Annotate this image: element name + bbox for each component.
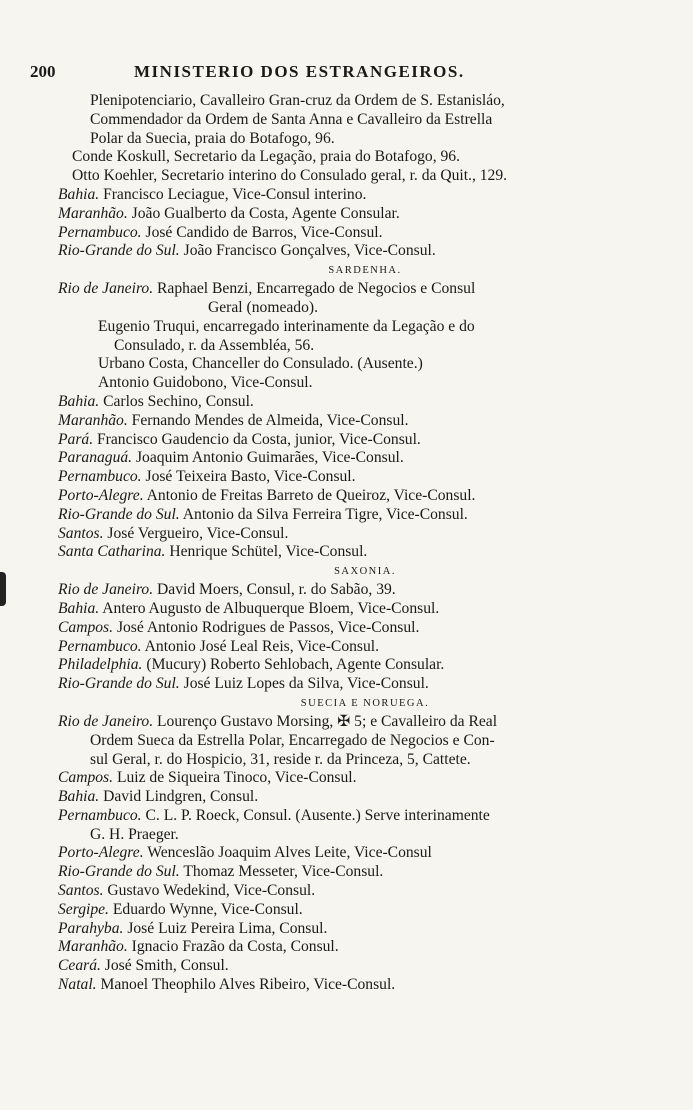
place-name: Porto-Alegre. [58, 844, 144, 862]
intro-line: Otto Koehler, Secretario interino do Consulado geral, r. da Quit., 129. [72, 167, 508, 185]
entry-text: Gustavo Wedekind, Vice-Consul. [107, 882, 316, 900]
entry-text: Manoel Theophilo Alves Ribeiro, Vice-Consul. [100, 976, 396, 994]
place-name: Rio-Grande do Sul. [58, 505, 180, 523]
place-name: Rio de Janeiro. [58, 581, 154, 599]
place-name: Porto-Alegre. [58, 486, 144, 504]
entry-text: Eugenio Truqui, encarregado interinamente da Legação e do [98, 317, 475, 335]
list-item [58, 393, 632, 412]
place-name: Santos. [58, 524, 104, 542]
place-name: Maranhão. [58, 411, 128, 429]
place-name: Maranhão. [58, 204, 128, 222]
list-item [58, 449, 632, 468]
entry-continuation: Geral (nomeado). [208, 298, 318, 316]
list-item [58, 638, 632, 657]
list-item [58, 920, 632, 939]
entry-text: Thomaz Messeter, Vice-Consul. [183, 863, 384, 881]
list-item [58, 788, 632, 807]
entry-text: Antonio Guidobono, Vice-Consul. [98, 374, 313, 392]
entry-text: (Mucury) Roberto Sehlobach, Agente Consular. [146, 656, 445, 674]
entry-text: Lourenço Gustavo Morsing, ✠ 5; e Cavalleiro da Real [157, 712, 498, 730]
place-name: Sergipe. [58, 900, 109, 918]
entry-text: José Teixeira Basto, Vice-Consul. [145, 468, 356, 486]
entry-text: Francisco Leciague, Vice-Consul interino. [103, 185, 367, 203]
place-name: Pará. [58, 430, 94, 448]
place-name: Philadelphia. [58, 656, 143, 674]
section-heading-sardenha: SARDENHA. [328, 265, 402, 277]
list-item [58, 882, 632, 901]
list-item [58, 412, 632, 431]
entry-text: José Luiz Pereira Lima, Consul. [127, 919, 328, 937]
entry-text: Wenceslão Joaquim Alves Leite, Vice-Consul [147, 844, 432, 862]
list-item [58, 938, 632, 957]
entry-text: José Candido de Barros, Vice-Consul. [145, 223, 383, 241]
page-number: 200 [30, 62, 56, 81]
place-name: Rio-Grande do Sul. [58, 675, 180, 693]
intro-line: Commendador da Ordem de Santa Anna e Cavalleiro da Estrella [90, 110, 493, 128]
list-item [58, 675, 632, 694]
entry-text: Antonio de Freitas Barreto de Queiroz, Vice-Consul. [146, 486, 476, 504]
place-name: Bahia. [58, 392, 100, 410]
place-name: Santa Catharina. [58, 543, 166, 561]
entry-continuation: sul Geral, r. do Hospicio, 31, reside r. da Princeza, 5, Cattete. [90, 750, 471, 768]
entry-text: Luiz de Siqueira Tinoco, Vice-Consul. [116, 769, 357, 787]
place-name: Pernambuco. [58, 223, 142, 241]
list-item [58, 186, 632, 205]
entry-text: José Luiz Lopes da Silva, Vice-Consul. [183, 675, 429, 693]
list-item [58, 242, 632, 261]
list-item [58, 600, 632, 619]
entry-text: João Gualberto da Costa, Agente Consular. [131, 204, 400, 222]
entry-text: Ignacio Frazão da Costa, Consul. [131, 938, 339, 956]
section-heading-suecia: SUECIA E NORUEGA. [300, 697, 430, 709]
list-item [58, 468, 632, 487]
intro-line: Polar da Suecia, praia do Botafogo, 96. [90, 129, 335, 147]
entry-continuation: Consulado, r. da Assembléa, 56. [114, 336, 315, 354]
entry-text: Henrique Schütel, Vice-Consul. [169, 543, 368, 561]
place-name: Bahia. [58, 599, 100, 617]
list-item [58, 844, 632, 863]
list-item [58, 976, 632, 995]
list-item [58, 619, 632, 638]
list-item [58, 901, 632, 920]
list-item [58, 224, 632, 243]
page-body [58, 92, 632, 995]
place-name: Pernambuco. [58, 468, 142, 486]
place-name: Pernambuco. [58, 806, 142, 824]
list-item [58, 487, 632, 506]
page-edge-mark [0, 572, 6, 606]
entry-text: Eduardo Wynne, Vice-Consul. [112, 900, 303, 918]
entry-text: David Lindgren, Consul. [103, 788, 259, 806]
list-item [58, 863, 632, 882]
place-name: Campos. [58, 769, 114, 787]
list-item [58, 769, 632, 788]
entry-text: João Francisco Gonçalves, Vice-Consul. [183, 242, 436, 260]
entry-text: C. L. P. Roeck, Consul. (Ausente.) Serve interinamente [145, 806, 490, 824]
entry-text: Antonio da Silva Ferreira Tigre, Vice-Consul. [182, 505, 468, 523]
place-name: Parahyba. [58, 919, 124, 937]
entry-continuation: G. H. Praeger. [90, 825, 179, 843]
entry-continuation: Ordem Sueca da Estrella Polar, Encarregado de Negocios e Con- [90, 731, 495, 749]
place-name: Natal. [58, 976, 97, 994]
list-item [58, 807, 632, 826]
place-name: Bahia. [58, 788, 100, 806]
place-name: Rio-Grande do Sul. [58, 242, 180, 260]
list-item [58, 431, 632, 450]
place-name: Pernambuco. [58, 637, 142, 655]
list-item [58, 656, 632, 675]
place-name: Paranaguá. [58, 449, 133, 467]
entry-text: Antero Augusto de Albuquerque Bloem, Vice-Consul. [102, 599, 440, 617]
list-item [58, 280, 632, 299]
place-name: Rio-Grande do Sul. [58, 863, 180, 881]
list-item [58, 205, 632, 224]
page-header [30, 62, 650, 86]
entry-text: Fernando Mendes de Almeida, Vice-Consul. [131, 411, 409, 429]
list-item [58, 581, 632, 600]
place-name: Maranhão. [58, 938, 128, 956]
entry-text: Raphael Benzi, Encarregado de Negocios e Consul [157, 280, 476, 298]
list-item [58, 506, 632, 525]
place-name: Bahia. [58, 185, 100, 203]
entry-text: Joaquim Antonio Guimarães, Vice-Consul. [135, 449, 404, 467]
place-name: Campos. [58, 618, 114, 636]
list-item [58, 957, 632, 976]
place-name: Santos. [58, 882, 104, 900]
entry-text: Francisco Gaudencio da Costa, junior, Vice-Consul. [97, 430, 421, 448]
place-name: Rio de Janeiro. [58, 712, 154, 730]
list-item [58, 543, 632, 562]
entry-text: Antonio José Leal Reis, Vice-Consul. [144, 637, 380, 655]
entry-text: Urbano Costa, Chanceller do Consulado. (Ausente.) [98, 355, 423, 373]
place-name: Ceará. [58, 957, 101, 975]
place-name: Rio de Janeiro. [58, 280, 154, 298]
running-head: MINISTERIO DOS ESTRANGEIROS. [134, 62, 465, 81]
entry-text: José Antonio Rodrigues de Passos, Vice-Consul. [116, 618, 420, 636]
entry-text: José Smith, Consul. [104, 957, 229, 975]
section-heading-saxonia: SAXONIA. [334, 566, 396, 578]
entry-text: David Moers, Consul, r. do Sabão, 39. [157, 581, 396, 599]
intro-line: Plenipotenciario, Cavalleiro Gran-cruz da Ordem de S. Estanisláo, [90, 92, 505, 109]
entry-text: Carlos Sechino, Consul. [103, 392, 254, 410]
list-item [58, 713, 632, 732]
intro-line: Conde Koskull, Secretario da Legação, praia do Botafogo, 96. [72, 148, 460, 166]
entry-text: José Vergueiro, Vice-Consul. [107, 524, 289, 542]
list-item [58, 525, 632, 544]
